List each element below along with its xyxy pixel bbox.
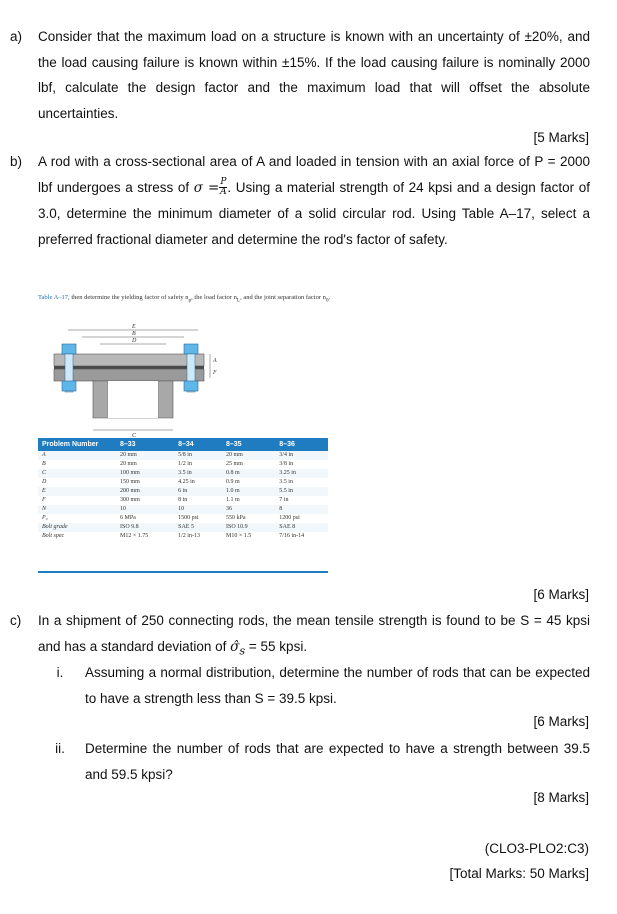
header-8-35: 8–35 xyxy=(222,438,275,451)
table-cell: SAE 5 xyxy=(174,523,222,532)
left-bolt-head xyxy=(62,344,76,354)
part-ii-marks: [8 Marks] xyxy=(533,790,589,805)
table-row-label: E xyxy=(38,487,116,496)
caption-end: . xyxy=(328,294,331,301)
table-cell: 1.1 m xyxy=(225,497,240,503)
header-8-36: 8–36 xyxy=(275,438,328,451)
question-b-text-part1: A rod with a cross-sectional area of A and loaded in tension with an axial force of P = 2000 lbf undergoes a stress of xyxy=(38,154,590,195)
table-cell: 5.5 in xyxy=(275,487,328,496)
question-b-marks: [6 Marks] xyxy=(533,587,589,602)
table-cell: M12 × 1.75 xyxy=(120,533,149,539)
table-row-label: Bolt spec xyxy=(42,533,65,539)
table-row-label: N xyxy=(38,505,116,514)
table-cell: SAE 8 xyxy=(275,523,328,532)
dim-label-f: F xyxy=(213,370,217,376)
part-ii-text: Determine the number of rods that are expected to have a strength between 39.5 and 59.5 kpsi? xyxy=(85,741,590,782)
table-cell: 3.25 in xyxy=(275,469,328,478)
table-row xyxy=(38,523,328,532)
question-a-marks: [5 Marks] xyxy=(533,130,589,145)
table-cell: 3/8 in xyxy=(279,461,294,467)
dim-label-b: B xyxy=(132,331,136,337)
table-cell: 10 xyxy=(174,505,222,514)
table-reference: Table A–17, xyxy=(38,294,70,301)
table-cell: 0.9 m xyxy=(225,479,240,485)
table-cell: 8 in xyxy=(178,497,188,503)
table-row-label: F xyxy=(42,497,46,503)
part-i-text: Assuming a normal distribution, determine the number of rods that can be expected to have a strength less than S = 39.5 kpsi. xyxy=(85,665,590,706)
question-b-label: b) xyxy=(10,154,23,169)
table-row-label: A xyxy=(38,451,116,460)
table-cell: 20 mm xyxy=(120,461,137,467)
table-cell: 1/2 in-13 xyxy=(178,533,200,539)
question-a-text: Consider that the maximum load on a structure is known with an uncertainty of ±20%, and the load causing failure is known within ±15%. If the load causing failure is nominally 2000 lbf, calculate the design factor and the maximum load that will offset the absolute uncertainties. xyxy=(38,29,590,121)
table-cell: ISO 9.8 xyxy=(116,523,174,532)
caption-sub-L: L xyxy=(236,297,241,304)
table-row-label: Bolt grade xyxy=(38,523,116,532)
table-row xyxy=(38,478,328,487)
table-row xyxy=(38,487,328,496)
caption-text-1: then determine the yielding factor of safety n xyxy=(69,294,189,301)
clo-code: (CLO3-PLO2:C3) xyxy=(484,841,589,856)
table-row xyxy=(38,451,328,460)
table-row xyxy=(38,496,328,505)
table-cell: 20 mm xyxy=(222,451,275,460)
question-a xyxy=(10,24,590,128)
header-8-34: 8–34 xyxy=(174,438,222,451)
cylinder-bore xyxy=(108,381,158,418)
table-row xyxy=(38,460,328,469)
table-cell: 3.5 in xyxy=(279,479,293,485)
part-i-marks: [6 Marks] xyxy=(533,714,589,729)
question-c-text xyxy=(38,608,590,664)
table-header-row xyxy=(38,438,328,451)
table-cell: 7/16 in-14 xyxy=(279,533,305,539)
figure-caption xyxy=(38,293,338,305)
table-cell: 7 in xyxy=(279,497,289,503)
question-b xyxy=(10,149,590,281)
cap-plate xyxy=(54,354,204,366)
table-cell: 6 in xyxy=(174,487,222,496)
table-row xyxy=(38,514,328,523)
question-c-part-i xyxy=(45,660,590,712)
table-row-label: D xyxy=(42,479,47,485)
table-cell: 150 mm xyxy=(120,479,140,485)
caption-text-3: , and the joint separation factor n xyxy=(240,294,326,301)
right-bolt-head xyxy=(184,344,198,354)
table-body xyxy=(38,451,328,541)
table-row-label: C xyxy=(38,469,116,478)
table-cell: M10 × 1.5 xyxy=(225,533,252,539)
table-cell: 3/4 in xyxy=(275,451,328,460)
dim-label-a: A xyxy=(213,358,217,364)
sigma-hat-symbol: σ̂ xyxy=(230,638,240,655)
question-c-text-part1: In a shipment of 250 connecting rods, the mean tensile strength is found to be S = 45 kpsi and has a standard deviation of xyxy=(38,613,590,654)
total-marks: [Total Marks: 50 Marks] xyxy=(449,866,589,881)
caption-text-2: , the load factor n xyxy=(191,294,237,301)
part-i-label: i. xyxy=(56,665,64,680)
question-c-part-ii xyxy=(45,736,590,788)
table-cell: 0.8 m xyxy=(222,469,275,478)
sigma-symbol: σ = xyxy=(193,179,220,196)
table-row xyxy=(38,469,328,478)
table-row xyxy=(38,505,328,514)
table-cell: 20 mm xyxy=(116,451,174,460)
table-cell: 3.5 in xyxy=(174,469,222,478)
sigma-hat-subscript: s xyxy=(239,644,246,658)
header-8-33: 8–33 xyxy=(116,438,174,451)
table-cell: 36 xyxy=(222,505,275,514)
question-b-text xyxy=(38,149,590,252)
table-cell: 1.0 m xyxy=(222,487,275,496)
right-bolt-nut xyxy=(184,381,198,391)
table-cell: 100 mm xyxy=(116,469,174,478)
table-cell: 1500 psi xyxy=(178,515,199,521)
table-row-label: B xyxy=(42,461,46,467)
flange xyxy=(54,369,204,381)
caption-sub-0: 0 xyxy=(325,297,329,304)
fraction-denominator: A xyxy=(220,187,227,198)
dim-label-d: D xyxy=(132,338,137,344)
bolt-spec-table xyxy=(38,438,328,541)
header-problem-number: Problem Number xyxy=(38,438,116,451)
table-cell: 300 mm xyxy=(120,497,140,503)
table-cell: 5/8 in xyxy=(174,451,222,460)
question-c-text-part2: = 55 kpsi. xyxy=(245,638,308,654)
table-cell: 25 mm xyxy=(225,461,243,467)
question-a-label: a) xyxy=(10,29,23,44)
table-cell: 1200 psi xyxy=(279,515,300,521)
dim-label-c: C xyxy=(132,433,137,438)
question-c xyxy=(10,608,590,660)
question-b-text-part2: . Using a material strength of 24 kpsi and a design factor of 3.0, determine the minimum diameter of a solid circular rod. Using Table A–17, select a preferred fractional diameter and determine the rod's factor of safety. xyxy=(38,179,590,247)
table-cell: ISO 10.9 xyxy=(222,523,275,532)
caption-sub-p: p xyxy=(188,297,192,304)
bolted-joint-drawing xyxy=(38,318,238,438)
part-ii-label: ii. xyxy=(55,741,65,756)
gasket xyxy=(54,366,204,369)
left-bolt-nut xyxy=(62,381,76,391)
table-cell: 1/2 in xyxy=(178,461,192,467)
table-cell: 4.25 in xyxy=(178,479,195,485)
table-cell: 550 kPa xyxy=(225,515,246,521)
question-c-label: c) xyxy=(10,613,22,628)
table-row xyxy=(38,532,328,541)
table-row-label: P₀ xyxy=(42,515,48,521)
table-cell: 10 xyxy=(116,505,174,514)
table-bottom-rule xyxy=(38,571,328,573)
fraction-numerator: P xyxy=(220,177,227,188)
dim-label-e: E xyxy=(132,324,136,330)
table-cell: 8 xyxy=(275,505,328,514)
table-cell: 200 mm xyxy=(116,487,174,496)
table-cell: 6 MPa xyxy=(120,515,136,521)
